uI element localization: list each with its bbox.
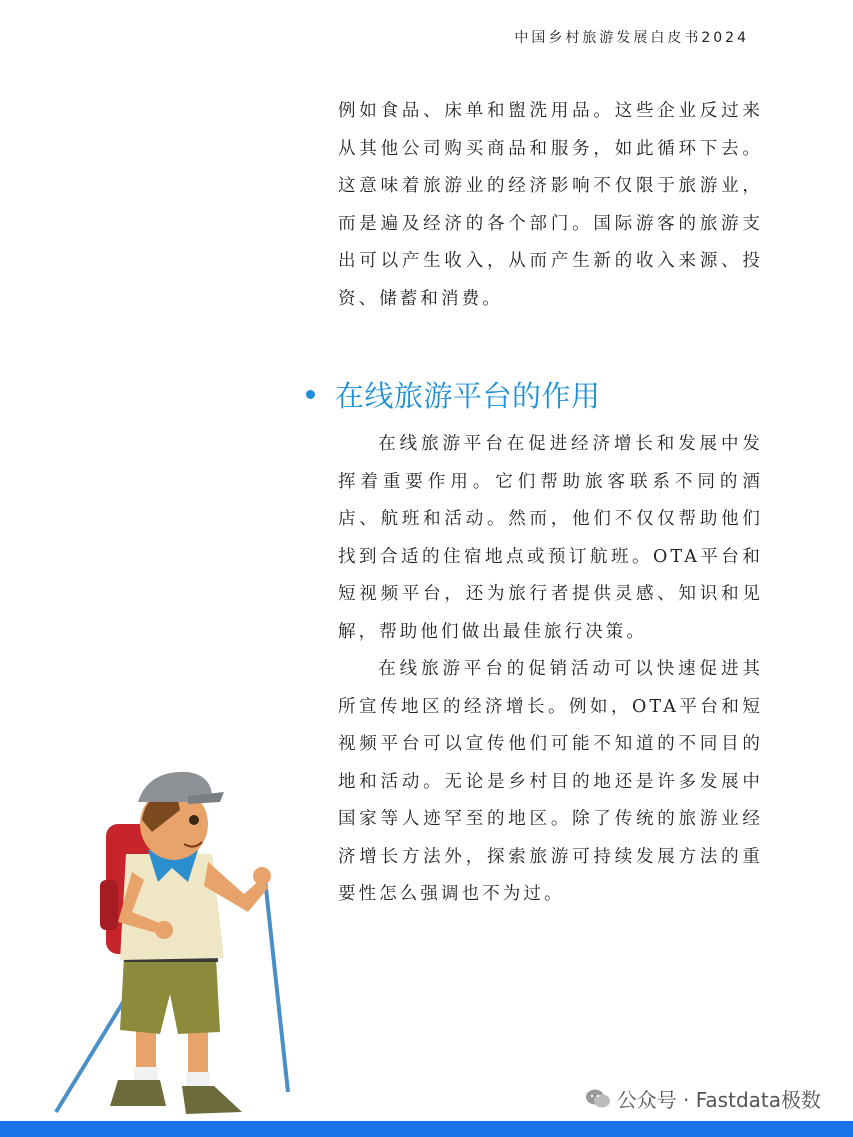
section-paragraph-2: 在线旅游平台的促销活动可以快速促进其所宣传地区的经济增长。例如，OTA平台和短视频平台可以宣传他们可能不知道的不同目的地和活动。无论是乡村目的地还是许多发展中国家等人迹罕至的地区。除了传统的旅游业经济增长方法外，探索旅游可持续发展方法的重要性怎么强调也不为过。	[338, 659, 763, 904]
section-body	[338, 426, 763, 914]
watermark-text: 公众号 · Fastdata极数	[616, 1088, 821, 1112]
section-heading	[306, 374, 601, 415]
bottom-bar	[0, 1121, 853, 1137]
intro-paragraph: 例如食品、床单和盥洗用品。这些企业反过来从其他公司购买商品和服务，如此循环下去。这意味着旅游业的经济影响不仅限于旅游业，而是遍及经济的各个部门。国际游客的旅游支出可以产生收入，从而产生新的收入来源、投资、储蓄和消费。	[338, 101, 763, 309]
watermark	[581, 1082, 825, 1115]
page-header-title: 中国乡村旅游发展白皮书2024	[514, 30, 749, 46]
section-paragraph-1: 在线旅游平台在促进经济增长和发展中发挥着重要作用。它们帮助旅客联系不同的酒店、航班和活动。然而，他们不仅仅帮助他们找到合适的住宿地点或预订航班。OTA平台和短视频平台，还为旅行者提供灵感、知识和见解，帮助他们做出最佳旅行决策。	[338, 434, 763, 642]
section-heading-text: 在线旅游平台的作用	[335, 379, 601, 413]
bullet-icon	[306, 390, 315, 399]
hiker-illustration	[48, 762, 308, 1124]
wechat-icon	[585, 1088, 611, 1110]
